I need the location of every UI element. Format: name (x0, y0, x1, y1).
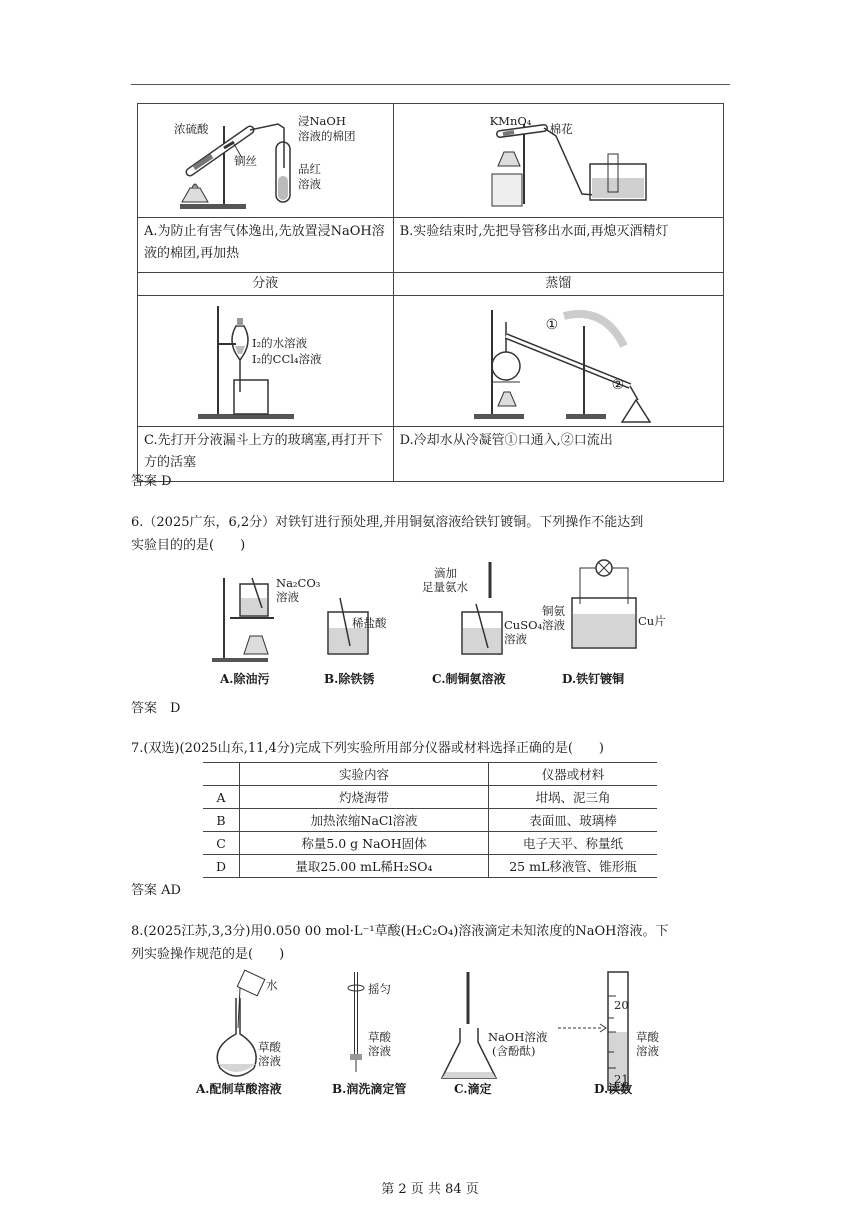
label-oxalic-d-sol: 溶液 (636, 1044, 659, 1058)
label-copper-wire: 铜丝 (234, 154, 257, 168)
label-cotton: 溶液的棉团 (298, 129, 356, 143)
page-footer: 第 2 页 共 84 页 (381, 1182, 479, 1197)
label-cuso4-sol: 溶液 (504, 632, 527, 646)
q5-cell-b-figure (393, 104, 723, 218)
label-oxalic-d: 草酸 (636, 1030, 659, 1044)
q7-cell: B (203, 809, 240, 832)
q7-cell: D (203, 855, 240, 878)
q5-header-distillation: 蒸馏 (393, 273, 723, 296)
q5-option-d: D.冷却水从冷凝管①口通入,②口流出 (393, 427, 723, 482)
caption-6c: C.制铜氨溶液 (432, 672, 506, 686)
table-row (203, 763, 657, 786)
label-add: 滴加 (434, 566, 457, 580)
label-kmno4: KMnO₄ (489, 114, 532, 128)
label-port-1: ① (545, 317, 559, 333)
q8-stem-line1: 8.(2025江苏,3,3分)用0.050 00 mol·L⁻¹草酸(H₂C₂O₄)溶液滴定未知浓度的NaOH溶液。下 (131, 924, 669, 939)
label-mark-20: 20 (614, 998, 629, 1012)
label-i2-water: I₂的水溶液 (252, 336, 308, 350)
q7-cell: 表面皿、玻璃棒 (489, 809, 658, 832)
label-port-2: ② (611, 377, 625, 393)
label-na2co3: Na₂CO₃ (276, 576, 321, 590)
q7-cell: 加热浓缩NaCl溶液 (240, 809, 489, 832)
header-rule (131, 84, 730, 85)
q7-header-2: 仪器或材料 (489, 763, 658, 786)
caption-6a: A.除油污 (220, 672, 270, 686)
q6-stem-line1: 6.（2025广东，6,2分）对铁钉进行预处理,并用铜氨溶液给铁钉镀铜。下列操作不能达到 (131, 515, 644, 530)
copper-sulfuric-acid-apparatus-icon (138, 104, 393, 217)
table-row (203, 786, 657, 809)
q5-header-separation: 分液 (138, 273, 394, 296)
label-shake: 摇匀 (368, 982, 391, 996)
label-phenolphthalein: (含酚酞) (492, 1044, 536, 1058)
label-ammonia: 足量氨水 (422, 580, 468, 594)
label-na2co3-sol: 溶液 (276, 590, 299, 604)
q8-stem-line2: 列实验操作规范的是( ) (131, 947, 285, 962)
label-conc-sulfuric: 浓硫酸 (174, 122, 209, 136)
q7-cell: 量取25.00 mL稀H₂SO₄ (240, 855, 489, 878)
table-row (203, 832, 657, 855)
q7-cell: 坩埚、泥三角 (489, 786, 658, 809)
q5-cell-a-figure (138, 104, 394, 218)
label-i2-ccl4: I₂的CCl₄溶液 (252, 352, 322, 366)
label-water: 水 (266, 978, 278, 992)
q7-answer: 答案 AD (131, 883, 181, 898)
label-oxalic-b-sol: 溶液 (368, 1044, 391, 1058)
q5-option-b: B.实验结束时,先把导管移出水面,再熄灭酒精灯 (393, 218, 723, 273)
q7-header-1: 实验内容 (240, 763, 489, 786)
q7-cell: A (203, 786, 240, 809)
q7-table (203, 762, 657, 878)
label-cu-ammonia: 铜氨 (542, 604, 565, 618)
q7-cell: 灼烧海带 (240, 786, 489, 809)
label-mark-21: 21 (614, 1072, 629, 1086)
q7-stem: 7.(双选)(2025山东,11,4分)完成下列实验所用部分仪器或材料选择正确的是( ) (131, 741, 604, 756)
caption-6b: B.除铁锈 (324, 672, 375, 686)
label-naoh: 浸NaOH (298, 114, 346, 128)
label-cuso4: CuSO₄ (504, 618, 543, 632)
q5-cell-c-figure (138, 296, 394, 427)
q7-cell: 电子天平、称量纸 (489, 832, 658, 855)
q7-cell: 25 mL移液管、锥形瓶 (489, 855, 658, 878)
label-oxalic-a-sol: 溶液 (258, 1054, 281, 1068)
q5-answer: 答案 D (131, 474, 172, 489)
label-magenta: 品红 (298, 162, 321, 176)
q7-cell: 称量5.0 g NaOH固体 (240, 832, 489, 855)
caption-8b: B.润洗滴定管 (332, 1082, 407, 1096)
distillation-apparatus-icon (394, 296, 724, 426)
q7-cell: C (203, 832, 240, 855)
caption-8a: A.配制草酸溶液 (196, 1082, 282, 1096)
label-cotton-plug: 棉花 (549, 122, 573, 136)
q6-stem-line2: 实验目的的是( ) (131, 538, 246, 553)
q7-header-0 (203, 763, 240, 786)
q6-figure (200, 558, 666, 690)
label-cu-ammonia-sol: 溶液 (542, 618, 565, 632)
q5-option-c: C.先打开分液漏斗上方的玻璃塞,再打开下方的活塞 (138, 427, 394, 482)
label-solution: 溶液 (298, 177, 321, 191)
label-cu-plate: Cu片 (638, 614, 666, 628)
label-oxalic-b: 草酸 (368, 1030, 391, 1044)
label-naoh-sol: NaOH溶液 (488, 1030, 548, 1044)
table-row (203, 855, 657, 878)
caption-8c: C.滴定 (454, 1082, 492, 1096)
label-hcl: 稀盐酸 (352, 616, 387, 630)
q5-cell-d-figure (393, 296, 723, 427)
q8-figure (196, 968, 696, 1100)
caption-8d: D.读数 (594, 1082, 633, 1096)
q6-answer: 答案 D (131, 701, 181, 716)
table-row (203, 809, 657, 832)
caption-6d: D.铁钉镀铜 (562, 672, 625, 686)
label-oxalic-a: 草酸 (258, 1040, 281, 1054)
kmno4-heating-apparatus-icon (394, 104, 724, 217)
q5-options-table (137, 103, 724, 482)
q5-option-a: A.为防止有害气体逸出,先放置浸NaOH溶液的棉团,再加热 (138, 218, 394, 273)
